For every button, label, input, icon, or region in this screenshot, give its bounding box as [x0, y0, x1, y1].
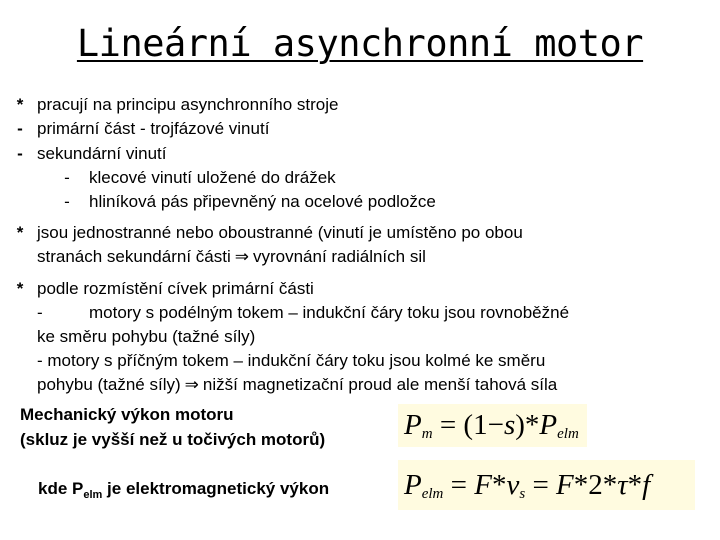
formula-paren: ) [515, 409, 525, 441]
formula-symbol: P [404, 469, 422, 501]
formula-symbol: F [474, 469, 492, 501]
formula-symbol: v [506, 469, 520, 501]
bullet-text-part: stranách sekundární části [37, 247, 231, 266]
sub-bullet-marker: - [64, 192, 70, 211]
bullet-marker: * [16, 223, 24, 242]
formula-symbol: f [642, 469, 651, 501]
formula-operator: = [450, 469, 467, 501]
bullet-sided [0, 223, 720, 269]
formula-operator: = [532, 469, 549, 501]
electromagnetic-power-formula [398, 460, 695, 510]
mechanical-power-label: Mechanický výkon motoru [20, 405, 234, 424]
formula-subscript: m [421, 426, 433, 442]
bullet-text-line1: jsou jednostranné nebo oboustranné (vinutí je umístěno po obou [37, 223, 523, 242]
pelm-subscript: elm [83, 489, 103, 501]
bullet-marker: - [17, 144, 23, 163]
formula-operator: * [524, 409, 540, 441]
slip-note: (skluz je vyšší než u točivých motorů) [20, 430, 326, 449]
pelm-definition [38, 479, 329, 501]
bullet-marker: * [16, 95, 24, 114]
sub-bullet-text: hliníková pás připevněný na ocelové podložce [89, 192, 436, 211]
sub-bullet-marker: - [64, 168, 70, 187]
formula-symbol: τ [617, 469, 628, 501]
bullet-text-line2 [37, 247, 426, 267]
formula-operator: = [439, 409, 457, 441]
formula-symbol: F [556, 469, 574, 501]
bullet-text-part: pohybu (tažné síly) [37, 375, 181, 394]
mechanical-power-formula [398, 404, 587, 447]
bullet-coils [0, 279, 720, 395]
formula-subscript: s [519, 486, 526, 502]
formula-number: 2 [588, 469, 603, 501]
implies-arrow-icon: ⇒ [184, 375, 199, 395]
formula-operator: * [573, 469, 589, 501]
bullet-marker: * [16, 279, 24, 298]
sub-bullet-longitudinal-line2: ke směru pohybu (tažné síly) [37, 327, 256, 346]
formula-paren: (1 [463, 409, 488, 441]
bullet-text-part: nižší magnetizační proud ale menší tahová síla [202, 375, 558, 394]
pelm-suffix: je elektromagnetický výkon [102, 479, 330, 498]
formula-subscript: elm [421, 486, 444, 502]
formula-symbol: P [404, 409, 422, 441]
formula-operator: * [627, 469, 643, 501]
sub-bullet-text: klecové vinutí uložené do drážek [89, 168, 336, 187]
sub-bullet-marker: - [37, 303, 43, 322]
formula-operator: − [487, 409, 504, 441]
bullet-marker: - [17, 119, 23, 138]
formula-symbol: s [503, 409, 516, 441]
formula-symbol: P [539, 409, 558, 441]
formula-operator: * [602, 469, 618, 501]
bullet-text: primární část - trojfázové vinutí [37, 119, 270, 138]
slide-title: Lineární asynchronní motor [76, 22, 644, 65]
bullet-text-part: vyrovnání radiálních sil [252, 247, 426, 266]
bullet-text: sekundární vinutí [37, 144, 167, 163]
formula-subscript: elm [557, 426, 579, 442]
sub-bullet-transverse-line2 [37, 375, 557, 395]
bullet-text: podle rozmístění cívek primární části [37, 279, 314, 298]
pelm-prefix: kde P [38, 479, 84, 498]
implies-arrow-icon: ⇒ [234, 247, 249, 267]
sub-bullet-transverse-line1: - motory s příčným tokem – indukční čáry toku jsou kolmé ke směru [37, 351, 546, 370]
bullet-text: pracují na principu asynchronního stroje [37, 95, 339, 114]
sub-bullet-longitudinal-line1: motory s podélným tokem – indukční čáry toku jsou rovnoběžné [89, 303, 570, 322]
formula-operator: * [491, 469, 507, 501]
